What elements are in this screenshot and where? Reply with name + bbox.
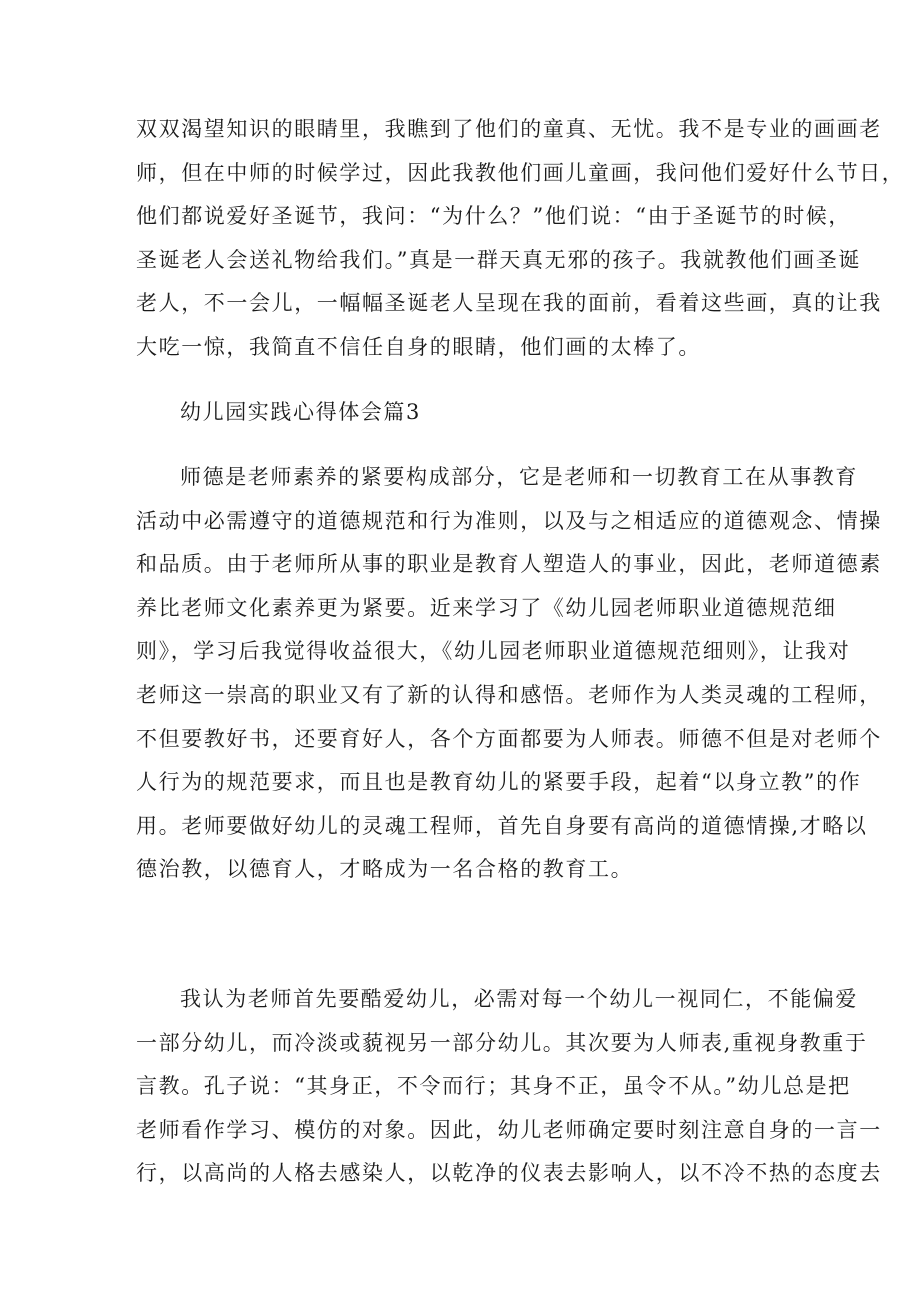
- paragraph-2-line: 老师这一崇高的职业又有了新的认得和感悟。老师作为人类灵魂的工程师，: [136, 682, 882, 707]
- paragraph-3: [136, 978, 882, 1196]
- paragraph-1-line: 圣诞老人会送礼物给我们。”真是一群天真无邪的孩子。我就教他们画圣诞: [136, 247, 862, 272]
- paragraph-2-line: 和品质。由于老师所从事的职业是教育人塑造人的事业，因此，老师道德素: [136, 552, 882, 577]
- paragraph-1-line: 师，但在中师的时候学过，因此我教他们画儿童画，我问他们爱好什么节日，: [136, 160, 905, 185]
- paragraph-1-line: 双双渴望知识的眼睛里，我瞧到了他们的童真、无忧。我不是专业的画画老: [136, 117, 882, 141]
- paragraph-2-line: 不但要教好书，还要育好人，各个方面都要为人师表。师德不但是对老师个: [136, 726, 882, 751]
- paragraph-2-line: 养比老师文化素养更为紧要。近来学习了《幼儿园老师职业道德规范细: [136, 595, 837, 620]
- paragraph-3-line: 我认为老师首先要酷爱幼儿，必需对每一个幼儿一视同仁，不能偏爱: [180, 987, 858, 1011]
- paragraph-2-line: 师德是老师素养的紧要构成部分，它是老师和一切教育工在从事教育: [180, 465, 858, 489]
- paragraph-2-line: 人行为的规范要求，而且也是教育幼儿的紧要手段，起着“以身立教”的作: [136, 770, 862, 795]
- paragraph-3-line: 行，以高尚的人格去感染人，以乾净的仪表去影响人，以不冷不热的态度去: [136, 1161, 882, 1186]
- paragraph-3-line: 一部分幼儿，而冷淡或藐视另一部分幼儿。其次要为人师表,重视身教重于: [136, 1030, 868, 1055]
- paragraph-3-line: 言教。孔子说：“其身正，不令而行；其身不正，虽令不从。”幼儿总是把: [136, 1074, 851, 1099]
- paragraph-1-line: 老人，不一会儿，一幅幅圣诞老人呈现在我的面前，看着这些画，真的让我: [136, 291, 882, 316]
- paragraph-3-line: 老师看作学习、模仿的对象。因此，幼儿老师确定要时刻注意自身的一言一: [136, 1117, 882, 1142]
- paragraph-2: [136, 456, 882, 892]
- paragraph-1: [136, 108, 905, 370]
- paragraph-2-line: 用。老师要做好幼儿的灵魂工程师，首先自身要有高尚的道德情操,才略以: [136, 813, 868, 838]
- paragraph-2-line: 活动中必需遵守的道德规范和行为准则，以及与之相适应的道德观念、情操: [136, 508, 882, 533]
- paragraph-2-line: 德治教，以德育人，才略成为一名合格的教育工。: [136, 857, 634, 882]
- paragraph-2-line: 则》，学习后我觉得收益很大，《幼儿园老师职业道德规范细则》，让我对: [136, 639, 851, 664]
- section-heading: 幼儿园实践心得体会篇3: [180, 400, 421, 424]
- paragraph-1-line: 大吃一惊，我简直不信任自身的眼睛，他们画的太棒了。: [136, 334, 701, 359]
- paragraph-1-line: 他们都说爱好圣诞节，我问：“为什么？”他们说：“由于圣诞节的时候，: [136, 204, 852, 229]
